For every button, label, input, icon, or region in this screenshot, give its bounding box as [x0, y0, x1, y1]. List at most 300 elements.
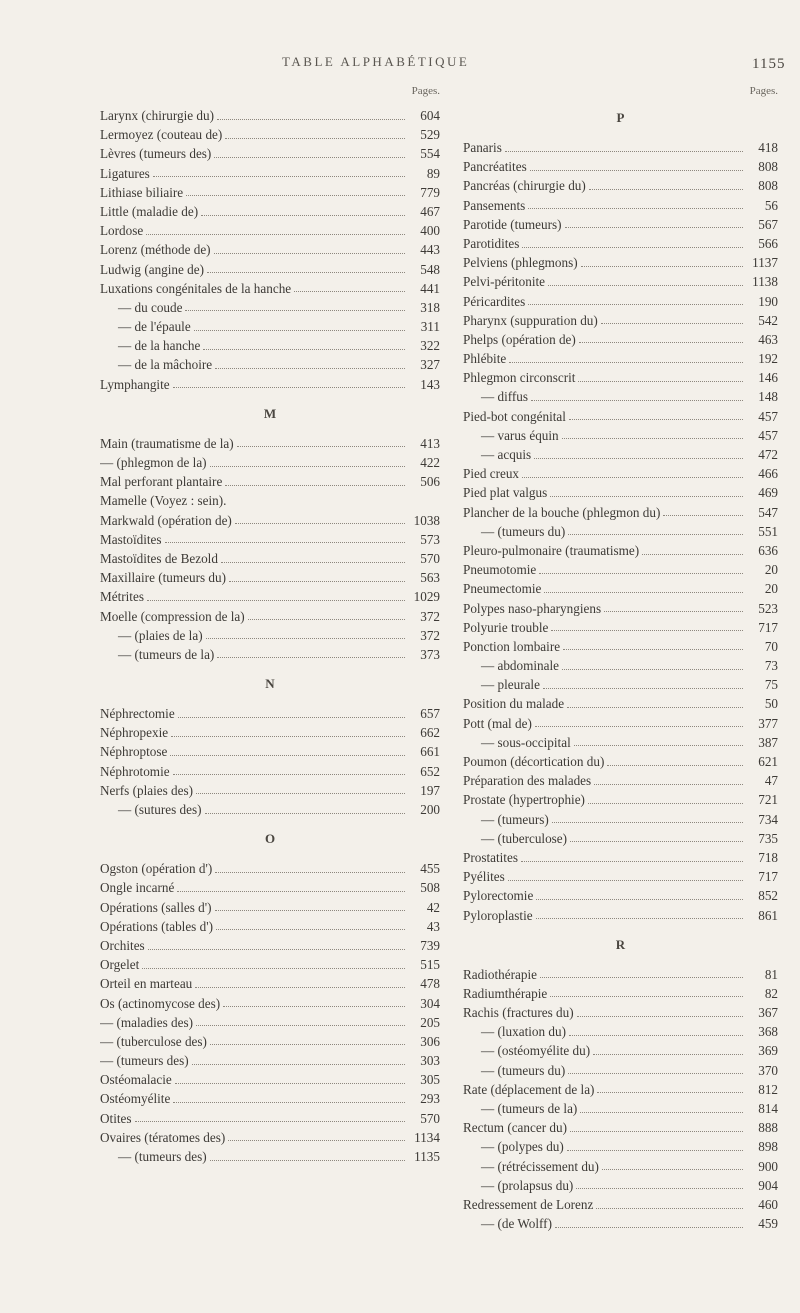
entry-label: Péricardites [463, 293, 526, 309]
index-entry [100, 917, 440, 936]
dot-leader [173, 376, 405, 388]
dot-leader [215, 899, 405, 911]
entry-label: Mal perforant plantaire [100, 474, 223, 490]
dot-leader [185, 299, 405, 311]
entry-page: 1138 [752, 274, 778, 290]
entry-page: 739 [420, 937, 440, 953]
entry-label: Moelle (compression de la) [100, 608, 245, 624]
entry-label: — (tumeurs du) [481, 523, 566, 539]
entry-page: 443 [420, 242, 440, 258]
dot-leader [543, 677, 743, 689]
index-entry [100, 607, 440, 626]
entry-page: 1134 [414, 1129, 440, 1145]
index-entry [100, 144, 440, 163]
dot-leader [531, 389, 743, 401]
index-entry [463, 483, 778, 502]
section-letter: P [616, 110, 625, 125]
dot-leader [186, 184, 405, 196]
entry-label: Ostéomyélite [100, 1091, 171, 1107]
dot-leader [544, 581, 743, 593]
entry-page: 515 [420, 957, 440, 973]
entry-page: 205 [420, 1014, 440, 1030]
entry-label: Métrites [100, 589, 144, 605]
index-entry [463, 426, 778, 445]
entry-label: Ludwig (angine de) [100, 261, 204, 277]
entry-page: 506 [420, 474, 440, 490]
index-entry [463, 368, 778, 387]
entry-page: 413 [420, 435, 440, 451]
entry-page: 604 [420, 108, 440, 123]
dot-leader [570, 830, 743, 842]
entry-label: — (tumeurs de la) [481, 1101, 578, 1116]
entry-label: Larynx (chirurgie du) [100, 108, 215, 123]
dot-leader [550, 985, 743, 997]
dot-leader [207, 261, 405, 273]
index-entry [463, 771, 778, 790]
dot-leader [568, 523, 743, 535]
entry-page: 529 [420, 127, 440, 143]
index-entry [463, 522, 778, 541]
entry-page: 570 [420, 1110, 440, 1126]
index-entry [100, 800, 440, 819]
index-entry [463, 579, 778, 598]
entry-label: — de l'épaule [118, 319, 191, 335]
entry-page: 89 [426, 165, 440, 181]
entry-page: 721 [758, 792, 778, 808]
entry-page: 717 [758, 619, 778, 635]
entry-page: 306 [420, 1033, 440, 1049]
dot-leader [214, 242, 405, 254]
entry-page: 852 [758, 888, 778, 904]
index-entry [463, 848, 778, 867]
index-entry [100, 936, 440, 955]
entry-label: Lèvres (tumeurs des) [100, 146, 212, 162]
section-letter: M [263, 405, 277, 421]
entry-page: 469 [758, 485, 778, 501]
entry-page: 82 [764, 985, 778, 1001]
entry-page: 370 [758, 1062, 778, 1078]
index-entry [100, 723, 440, 742]
dot-leader [602, 1158, 743, 1170]
dot-leader [215, 357, 405, 369]
entry-label: Néphrotomie [100, 763, 170, 779]
index-entry [463, 253, 778, 272]
entry-label: Panaris [463, 140, 502, 155]
entry-page: 554 [420, 146, 440, 162]
entry-label: — acquis [481, 447, 532, 462]
index-entry [463, 714, 778, 733]
dot-leader [148, 938, 405, 950]
entry-label: Néphropexie [100, 725, 169, 741]
dot-leader [562, 658, 743, 670]
entry-label: Pancréatites [463, 159, 527, 175]
index-entry [463, 157, 778, 176]
index-entry [463, 330, 778, 349]
section-letter: O [264, 831, 276, 847]
entry-label: Ongle incarné [100, 880, 175, 896]
dot-leader [508, 869, 743, 881]
entry-page: 567 [758, 216, 778, 232]
index-entry [463, 1061, 778, 1080]
index-entry [100, 1070, 440, 1089]
entry-label: Pyélites [463, 869, 505, 885]
entry-page: 661 [420, 744, 440, 760]
entry-label: — (rétrécissement du) [481, 1158, 599, 1174]
entry-label: — (ostéomyélite du) [481, 1043, 591, 1059]
dot-leader [142, 957, 405, 969]
index-column-left [100, 84, 440, 1166]
dot-leader [522, 466, 743, 478]
index-entry [463, 349, 778, 368]
index-entry [100, 645, 440, 664]
entry-page: 808 [758, 178, 778, 194]
entry-label: Pied plat valgus [463, 485, 548, 501]
dot-leader [534, 447, 743, 459]
page-number: 1155 [752, 56, 786, 72]
dot-leader [550, 485, 743, 497]
entry-label: Mastoïdites de Bezold [100, 550, 218, 566]
entry-page: 459 [758, 1216, 778, 1232]
entry-label: Polyurie trouble [463, 619, 549, 635]
entry-label: — (tumeurs des) [118, 1149, 207, 1164]
entry-page: 56 [764, 197, 778, 213]
dot-leader [596, 1197, 743, 1209]
dot-leader [178, 706, 405, 718]
index-entry [100, 530, 440, 549]
dot-leader [522, 236, 743, 248]
index-entry [100, 549, 440, 568]
dot-leader [165, 531, 405, 543]
dot-leader [195, 976, 405, 988]
dot-leader [194, 319, 405, 331]
entry-page: 808 [758, 159, 778, 175]
index-entry [100, 1013, 440, 1032]
index-entry [463, 829, 778, 848]
entry-label: Little (maladie de) [100, 203, 199, 219]
index-entry [463, 675, 778, 694]
entry-label: Mamelle (Voyez : sein). [100, 493, 227, 509]
index-column-right [463, 84, 778, 1233]
entry-page: 143 [420, 376, 440, 392]
entry-page: 70 [764, 638, 778, 654]
index-entry [463, 1041, 778, 1060]
index-entry [463, 1022, 778, 1041]
index-entry [463, 1157, 778, 1176]
entry-page: 478 [420, 976, 440, 992]
entry-label: Pylorectomie [463, 888, 534, 904]
dot-leader [196, 1014, 405, 1026]
entry-label: — (tumeurs des) [100, 1053, 189, 1069]
entry-page: 369 [758, 1043, 778, 1059]
dot-leader [177, 880, 405, 892]
entry-page: 652 [420, 763, 440, 779]
section-letter: N [265, 676, 275, 692]
entry-label: Pancréas (chirurgie du) [463, 178, 586, 194]
entry-page: 200 [420, 802, 440, 817]
entry-label: Lorenz (méthode de) [100, 242, 211, 258]
dot-leader [146, 223, 405, 235]
entry-page: 898 [758, 1139, 778, 1155]
entry-label: — (sutures des) [118, 802, 202, 817]
entry-label: Position du malade [463, 696, 565, 712]
entry-label: Pied creux [463, 466, 520, 482]
entry-page: 900 [758, 1158, 778, 1174]
index-entry [463, 733, 778, 752]
entry-page: 888 [758, 1120, 778, 1136]
entry-label: Opérations (salles d') [100, 899, 212, 915]
index-entry [463, 1195, 778, 1214]
entry-label: Rachis (fractures du) [463, 1005, 574, 1021]
index-entry [463, 618, 778, 637]
dot-leader [569, 1024, 743, 1036]
index-entry [100, 955, 440, 974]
entry-label: Ovaires (tératomes des) [100, 1129, 226, 1145]
entry-page: 372 [420, 627, 440, 643]
entry-label: Lordose [100, 223, 144, 239]
dot-leader [170, 744, 405, 756]
entry-label: — du coude [118, 299, 183, 315]
index-entry [463, 886, 778, 905]
entry-page: 293 [420, 1091, 440, 1107]
entry-page: 735 [758, 830, 778, 846]
dot-leader [528, 197, 743, 209]
dot-leader [540, 966, 743, 978]
entry-label: Prostate (hypertrophie) [463, 792, 585, 808]
index-entry [463, 752, 778, 771]
dot-leader [235, 512, 405, 524]
entry-label: Rate (déplacement de la) [463, 1081, 595, 1097]
dot-leader [175, 1072, 405, 1084]
entry-label: Pelviens (phlegmons) [463, 255, 578, 271]
entry-label: Orchites [100, 937, 145, 953]
index-entry [100, 355, 440, 374]
index-entry [463, 790, 778, 809]
dot-leader [581, 255, 743, 267]
dot-leader [135, 1110, 405, 1122]
entry-label: Pelvi-péritonite [463, 274, 546, 290]
entry-label: Polypes naso-pharyngiens [463, 600, 602, 616]
entry-label: Nerfs (plaies des) [100, 782, 194, 798]
index-entry [463, 464, 778, 483]
entry-page: 311 [420, 319, 440, 335]
entry-page: 20 [764, 581, 778, 597]
entry-page: 422 [420, 455, 440, 470]
entry-page: 455 [420, 861, 440, 877]
entry-label: Opérations (tables d') [100, 918, 213, 934]
entry-label: Rectum (cancer du) [463, 1120, 567, 1136]
dot-leader [228, 1129, 405, 1141]
entry-label: Phelps (opération de) [463, 331, 576, 347]
entry-page: 547 [758, 504, 778, 520]
dot-leader [225, 127, 405, 139]
entry-page: 192 [758, 351, 778, 367]
dot-leader [563, 638, 743, 650]
entry-page: 47 [764, 773, 778, 789]
entry-label: Phlébite [463, 351, 507, 367]
entry-label: Redressement de Lorenz [463, 1196, 594, 1212]
dot-leader [580, 1101, 743, 1113]
index-entry [463, 965, 778, 984]
index-entry [100, 260, 440, 279]
entry-label: Poumon (décortication du) [463, 754, 605, 769]
dot-leader [578, 370, 743, 382]
dot-leader [210, 1149, 405, 1161]
entry-label: — (tumeurs de la) [118, 646, 215, 662]
dot-leader [210, 1033, 405, 1045]
index-entry [100, 491, 440, 510]
dot-leader [237, 435, 405, 447]
entry-label: Markwald (opération de) [100, 512, 232, 528]
entry-label: — de la mâchoire [118, 357, 213, 373]
dot-leader [536, 888, 743, 900]
dot-leader [223, 995, 405, 1007]
entry-page: 322 [420, 338, 440, 354]
entry-page: 542 [758, 312, 778, 328]
entry-label: Orteil en marteau [100, 976, 193, 992]
index-entry [463, 138, 778, 157]
dot-leader [528, 293, 743, 305]
index-entry [100, 994, 440, 1013]
entry-label: Maxillaire (tumeurs du) [100, 570, 226, 586]
entry-label: Pott (mal de) [463, 715, 532, 731]
entry-label: — (phlegmon de la) [100, 455, 207, 470]
entry-label: Ponction lombaire [463, 638, 561, 654]
entry-label: Os (actinomycose des) [100, 995, 221, 1011]
dot-leader [642, 543, 743, 555]
index-entry [100, 1089, 440, 1108]
index-entry [463, 694, 778, 713]
entry-page: 73 [764, 658, 778, 674]
dot-leader [505, 140, 743, 152]
entry-page: 523 [758, 600, 778, 616]
entry-label: Ogston (opération d') [100, 861, 213, 877]
pages-column-label: Pages. [749, 85, 778, 97]
index-entry [100, 859, 440, 878]
index-entry [463, 637, 778, 656]
entry-label: Lymphangite [100, 376, 170, 392]
entry-page: 20 [764, 562, 778, 578]
dot-leader [210, 455, 405, 467]
entry-page: 718 [758, 849, 778, 865]
entry-page: 1135 [414, 1149, 440, 1164]
entry-page: 367 [758, 1005, 778, 1021]
entry-page: 508 [420, 880, 440, 896]
dot-leader [570, 1120, 743, 1132]
dot-leader [555, 1216, 743, 1228]
index-entry [100, 1051, 440, 1070]
entry-page: 466 [758, 466, 778, 482]
index-entry [463, 234, 778, 253]
index-entry [463, 1099, 778, 1118]
dot-leader [521, 850, 743, 862]
entry-label: Pied-bot congénital [463, 408, 566, 424]
running-title: TABLE ALPHABÉTIQUE [282, 54, 470, 69]
entry-label: — pleurale [481, 677, 540, 693]
index-entry [100, 974, 440, 993]
entry-label: Ligatures [100, 165, 150, 181]
entry-page: 563 [420, 570, 440, 586]
entry-label: — varus équin [481, 427, 559, 443]
dot-leader [576, 1177, 743, 1189]
dot-leader [215, 861, 405, 873]
entry-label: — sous-occipital [481, 734, 571, 750]
entry-page: 662 [420, 725, 440, 741]
dot-leader [552, 811, 743, 823]
index-entry [100, 317, 440, 336]
index-entry [463, 1080, 778, 1099]
entry-page: 566 [758, 235, 778, 251]
dot-leader [535, 715, 743, 727]
index-entry [100, 568, 440, 587]
dot-leader [217, 108, 405, 120]
entry-page: 717 [758, 869, 778, 885]
dot-leader [548, 274, 743, 286]
index-entry [100, 704, 440, 723]
entry-page: 548 [420, 261, 440, 277]
entry-label: Pyloroplastie [463, 907, 533, 923]
index-entry [100, 202, 440, 221]
entry-label: — de la hanche [118, 338, 201, 354]
entry-label: — (tuberculose des) [100, 1033, 207, 1049]
dot-leader [604, 600, 743, 612]
dot-leader [171, 725, 405, 737]
entry-page: 734 [758, 811, 778, 827]
dot-leader [569, 408, 743, 420]
index-entry [100, 1109, 440, 1128]
entry-label: Radiumthérapie [463, 985, 548, 1001]
entry-label: — (tuberculose) [481, 830, 568, 846]
dot-leader [217, 646, 405, 658]
entry-page: 861 [758, 907, 778, 923]
dot-leader [214, 146, 405, 158]
dot-leader [153, 165, 405, 177]
entry-page: 657 [420, 706, 440, 722]
entry-label: Parotide (tumeurs) [463, 216, 562, 232]
entry-label: — (maladies des) [100, 1014, 194, 1030]
entry-page: 368 [758, 1024, 778, 1040]
index-entry [100, 434, 440, 453]
index-entry [100, 183, 440, 202]
index-entry [100, 511, 440, 530]
dot-leader [173, 1091, 405, 1103]
entry-page: 318 [420, 299, 440, 315]
index-entry [463, 541, 778, 560]
dot-leader [589, 178, 743, 190]
index-entry [100, 781, 440, 800]
entry-page: 190 [758, 293, 778, 309]
index-entry [100, 1147, 440, 1166]
entry-label: Lermoyez (couteau de) [100, 127, 223, 143]
entry-page: 467 [420, 203, 440, 219]
entry-page: 305 [420, 1072, 440, 1088]
entry-page: 457 [758, 408, 778, 424]
section-letter: R [615, 936, 626, 952]
dot-leader [196, 782, 405, 794]
entry-label: Pleuro-pulmonaire (traumatisme) [463, 542, 640, 558]
entry-label: — diffus [481, 389, 529, 405]
dot-leader [147, 589, 405, 601]
entry-label: Radiothérapie [463, 966, 537, 982]
entry-page: 463 [758, 331, 778, 347]
index-entry [100, 106, 440, 125]
entry-page: 1137 [752, 255, 778, 271]
entry-label: Ostéomalacie [100, 1072, 172, 1088]
entry-label: — (tumeurs du) [481, 1062, 566, 1078]
index-entry [463, 1137, 778, 1156]
index-entry [463, 1214, 778, 1233]
index-entry [100, 762, 440, 781]
dot-leader [597, 1081, 743, 1093]
